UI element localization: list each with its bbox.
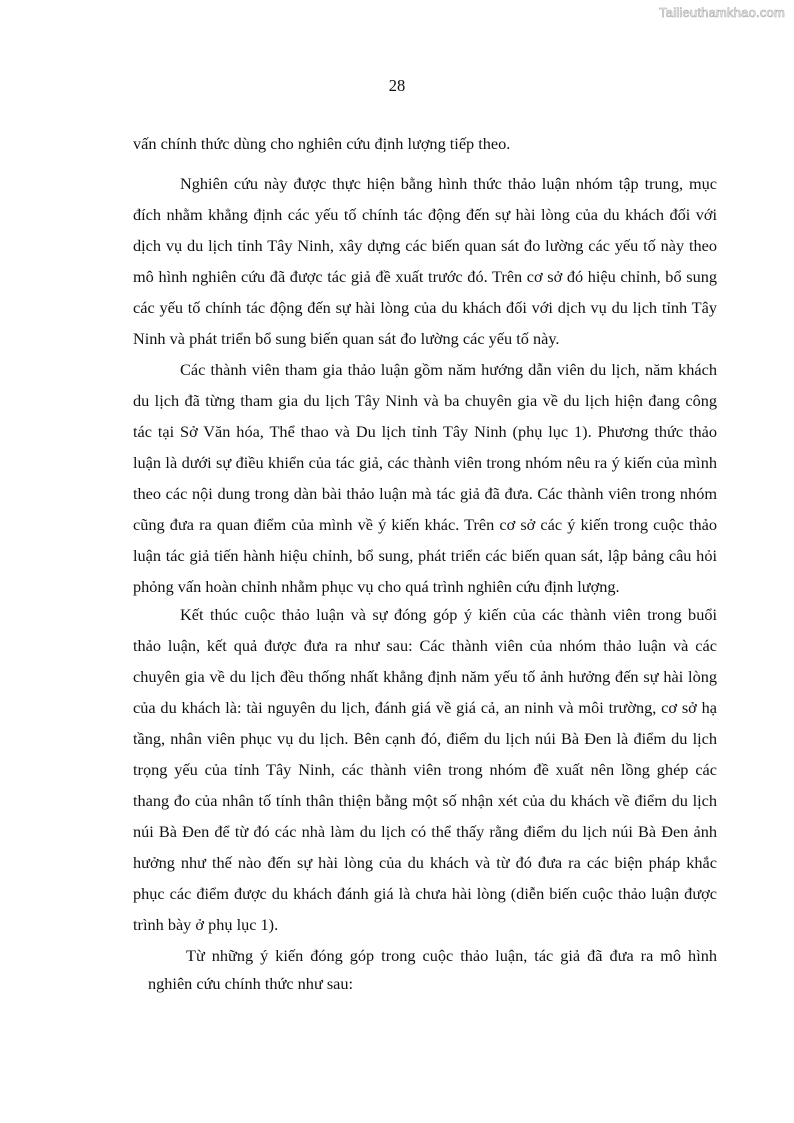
text-line: phỏng vấn hoàn chỉnh nhằm phục vụ cho quá trình nghiên cứu định lượng. — [133, 577, 620, 596]
text-line: chuyên gia về du lịch đều thống nhất khẳng định năm yếu tố ảnh hưởng đến sự hài lòng — [133, 667, 717, 686]
text-line: Kết thúc cuộc thảo luận và sự đóng góp ý kiến của các thành viên trong buổi — [180, 605, 717, 624]
page-number: 28 — [388, 76, 406, 95]
text-line: đích nhằm khẳng định các yếu tố chính tác động đến sự hài lòng của du khách đối với — [133, 205, 717, 224]
text-line: thảo luận, kết quả được đưa ra như sau: Các thành viên của nhóm thảo luận và các — [133, 636, 717, 655]
text-line: Ninh và phát triển bổ sung biến quan sát đo lường các yếu tố này. — [133, 329, 560, 348]
text-line: vấn chính thức dùng cho nghiên cứu định lượng tiếp theo. — [133, 134, 511, 153]
text-line: dịch vụ du lịch tỉnh Tây Ninh, xây dựng các biến quan sát đo lường các yếu tố này theo — [133, 236, 717, 255]
text-line: trình bày ở phụ lục 1). — [133, 915, 279, 934]
text-line: Nghiên cứu này được thực hiện bằng hình thức thảo luận nhóm tập trung, mục — [180, 174, 717, 193]
text-line: thang đo của nhân tố tính thân thiện bằng một số nhận xét của du khách về điểm du lịch — [133, 791, 717, 810]
text-line: nghiên cứu chính thức như sau: — [148, 974, 354, 993]
text-line: của du khách là: tài nguyên du lịch, đánh giá về giá cả, an ninh và môi trường, cơ sở hạ — [133, 698, 717, 717]
text-line: theo các nội dung trong dàn bài thảo luận mà tác giả đã đưa. Các thành viên trong nhóm — [133, 484, 717, 503]
text-line: cũng đưa ra quan điểm của mình về ý kiến khác. Trên cơ sở các ý kiến trong cuộc thảo — [133, 515, 717, 534]
watermark: Tailieuthamkhao.com — [659, 5, 785, 20]
text-line: trọng yếu của tỉnh Tây Ninh, các thành viên trong nhóm đề xuất nên lồng ghép các — [133, 760, 717, 779]
text-line: Từ những ý kiến đóng góp trong cuộc thảo luận, tác giả đã đưa ra mô hình — [186, 946, 717, 965]
paragraph — [133, 354, 717, 602]
text-line: du lịch đã từng tham gia du lịch Tây Ninh và ba chuyên gia về du lịch hiện đang công — [133, 391, 717, 410]
text-line: tác tại Sở Văn hóa, Thể thao và Du lịch tỉnh Tây Ninh (phụ lục 1). Phương thức thảo — [133, 422, 717, 441]
text-line: luận là dưới sự điều khiển của tác giả, các thành viên trong nhóm nêu ra ý kiến của mình — [133, 453, 717, 472]
text-line: các yếu tố chính tác động đến sự hài lòng của du khách đối với dịch vụ du lịch tỉnh Tây — [133, 298, 717, 317]
text-line: mô hình nghiên cứu đã được tác giả đề xuất trước đó. Trên cơ sở đó hiệu chỉnh, bổ sung — [133, 267, 717, 286]
text-line: phục các điểm được du khách đánh giá là chưa hài lòng (diễn biến cuộc thảo luận được — [133, 884, 717, 903]
text-line: tầng, nhân viên phục vụ du lịch. Bên cạnh đó, điểm du lịch núi Bà Đen là điểm du lịch — [133, 729, 717, 748]
paragraph — [133, 599, 717, 940]
paragraph — [133, 940, 717, 997]
text-line: luận tác giả tiến hành hiệu chỉnh, bổ sung, phát triển các biến quan sát, lập bảng câu hỏi — [133, 546, 717, 565]
text-line: Các thành viên tham gia thảo luận gồm năm hướng dẫn viên du lịch, năm khách — [180, 360, 717, 379]
paragraph — [133, 128, 717, 159]
text-line: hưởng như thế nào đến sự hài lòng của du khách và từ đó đưa ra các biện pháp khắc — [133, 853, 717, 872]
paragraph — [133, 168, 717, 354]
text-line: núi Bà Đen để từ đó các nhà làm du lịch có thể thấy rằng điểm du lịch núi Bà Đen ảnh — [133, 822, 717, 841]
